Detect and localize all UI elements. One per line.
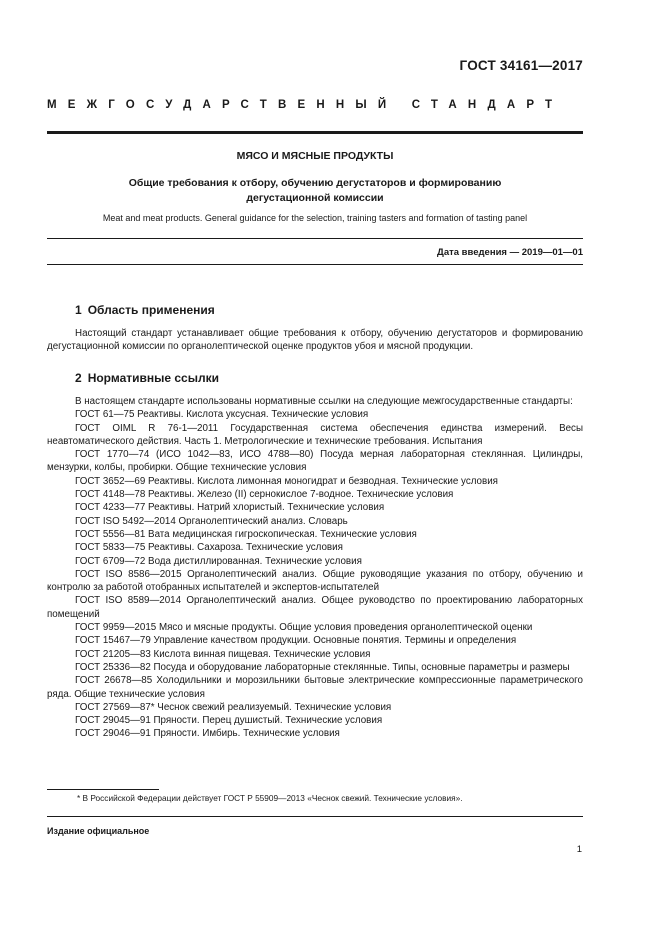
reference-item: ГОСТ 26678—85 Холодильники и морозильники бытовые электрические компрессионные параметрического ряда. Общие технические условия <box>47 675 583 700</box>
edition-label: Издание официальное <box>47 826 150 836</box>
section-1-title: Область применения <box>87 303 215 317</box>
footer-rule <box>47 816 583 817</box>
section-2-number: 2 <box>75 371 82 385</box>
reference-item: ГОСТ 4233—77 Реактивы. Натрий хлористый. Технические условия <box>75 502 385 514</box>
subtitle-line-1: Общие требования к отбору, обучению дегустаторов и формированию <box>128 177 502 189</box>
document-title: МЯСО И МЯСНЫЕ ПРОДУКТЫ <box>236 150 394 162</box>
date-rule <box>47 264 583 265</box>
reference-item: ГОСТ 5556—81 Вата медицинская гигроскопическая. Технические условия <box>75 528 417 540</box>
reference-item: ГОСТ 15467—79 Управление качеством продукции. Основные понятия. Термины и определения <box>75 635 517 647</box>
reference-item: ГОСТ 29046—91 Пряности. Имбирь. Технические условия <box>75 728 340 740</box>
reference-item: ГОСТ ISO 8589—2014 Органолептический анализ. Общее руководство по проектированию лабораторных помещений <box>47 595 583 620</box>
english-title: Meat and meat products. General guidance for the selection, training tasters and formation of tasting panel <box>102 213 528 223</box>
section-1-text: Настоящий стандарт устанавливает общие требования к отбору, обучению дегустаторов и формированию дегустационной комиссии по органолептической оценке продуктов убоя и мясной продукции. <box>47 328 583 353</box>
reference-item: ГОСТ 4148—78 Реактивы. Железо (II) сернокислое 7-водное. Технические условия <box>75 489 454 501</box>
reference-item: ГОСТ 25336—82 Посуда и оборудование лабораторные стеклянные. Типы, основные параметры и размеры <box>75 661 570 673</box>
section-1-body <box>47 327 583 354</box>
section-2-intro: В настоящем стандарте использованы нормативные ссылки на следующие межгосударственные стандарты: <box>75 396 573 407</box>
footnote: * В Российской Федерации действует ГОСТ Р 55909—2013 «Чеснок свежий. Технические условия». <box>77 793 463 803</box>
title-rule <box>47 238 583 239</box>
section-1-heading <box>75 303 215 317</box>
section-2-body <box>47 395 583 741</box>
reference-item: ГОСТ ISO 8586—2015 Органолептический анализ. Общие руководящие указания по отбору, обучению и контролю за работой отобранных испытателей и экспертов-испытателей <box>47 568 583 594</box>
reference-item: ГОСТ 29045—91 Пряности. Перец душистый. Технические условия <box>75 715 383 727</box>
reference-item: ГОСТ 61—75 Реактивы. Кислота уксусная. Технические условия <box>75 409 369 421</box>
standard-type-heading: МЕЖГОСУДАРСТВЕННЫЙ СТАНДАРТ <box>47 99 564 111</box>
section-2-heading <box>75 371 219 385</box>
reference-item: ГОСТ 1770—74 (ИСО 1042—83, ИСО 4788—80) Посуда мерная лабораторная стеклянная. Цилиндры, мензурки, колбы, пробирки. Общие технические условия <box>47 449 583 474</box>
document-subtitle <box>47 176 583 206</box>
reference-item: ГОСТ 3652—69 Реактивы. Кислота лимонная моногидрат и безводная. Технические условия <box>75 475 498 487</box>
reference-item: ГОСТ ISO 5492—2014 Органолептический анализ. Словарь <box>75 515 348 527</box>
reference-item: ГОСТ OIML R 76-1—2011 Государственная система обеспечения единства измерений. Весы неавтоматического действия. Часть 1. Метрологические и технические требования. Испытания <box>47 422 583 447</box>
page-number: 1 <box>576 844 582 855</box>
reference-item: ГОСТ 9959—2015 Мясо и мясные продукты. Общие условия проведения органолептической оценки <box>75 622 533 634</box>
standard-code: ГОСТ 34161—2017 <box>459 58 583 73</box>
header-rule <box>47 131 583 134</box>
footnote-rule <box>47 789 159 790</box>
subtitle-line-2: дегустационной комиссии <box>246 192 384 204</box>
reference-item: ГОСТ 6709—72 Вода дистиллированная. Технические условия <box>75 555 362 567</box>
reference-item: ГОСТ 27569—87* Чеснок свежий реализуемый. Технические условия <box>75 701 392 713</box>
section-1-number: 1 <box>75 303 82 317</box>
section-2-title: Нормативные ссылки <box>87 371 219 385</box>
date-introduced: Дата введения — 2019—01—01 <box>437 247 583 258</box>
reference-item: ГОСТ 5833—75 Реактивы. Сахароза. Технические условия <box>75 542 343 554</box>
reference-item: ГОСТ 21205—83 Кислота винная пищевая. Технические условия <box>75 648 371 660</box>
